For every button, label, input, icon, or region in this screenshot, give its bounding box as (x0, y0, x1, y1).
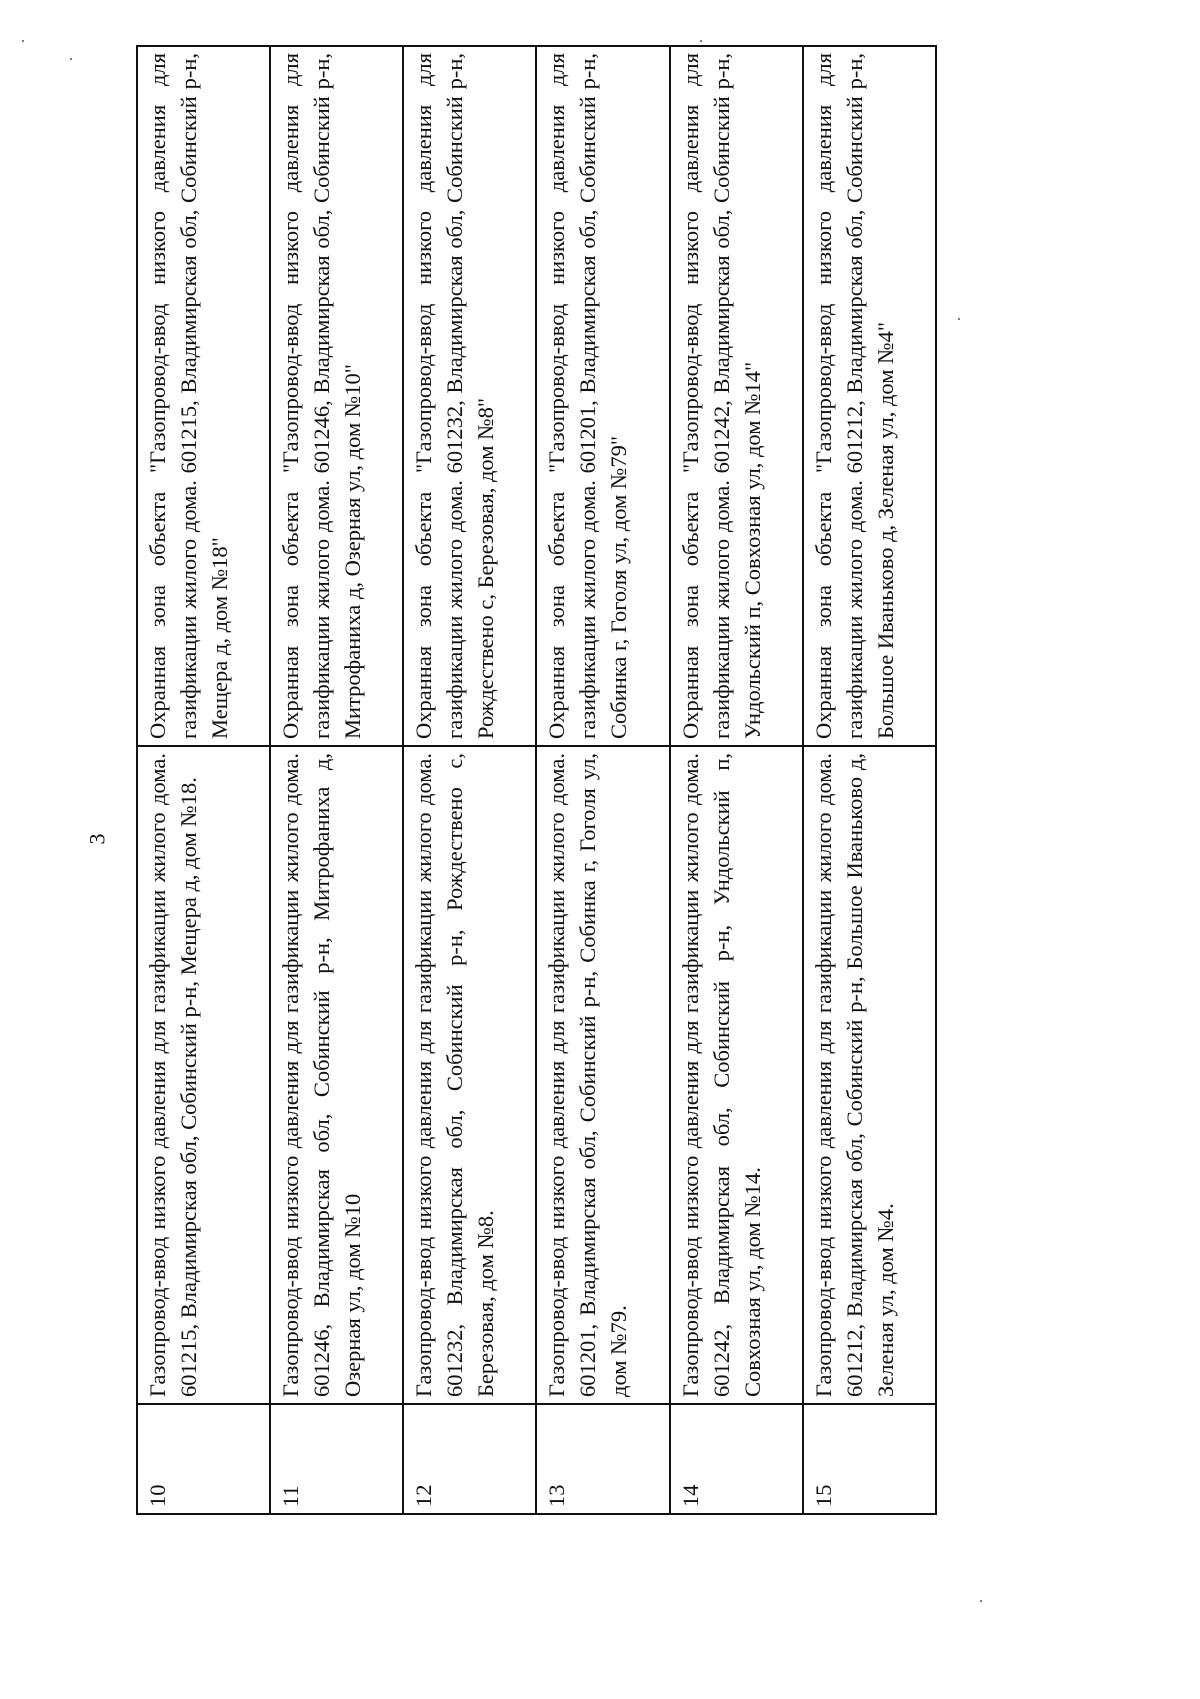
table-row (137, 46, 270, 1514)
protection-zone-description: Охранная зона объекта "Газопровод-ввод низкого давления для газификации жилого дома. 601215, Владимирская обл, Собинский р-н, Мещера д, дом №18" (137, 46, 270, 746)
object-description: Газопровод-ввод низкого давления для газификации жилого дома. 601201, Владимирская обл, Собинский р-н, Собинка г, Гоголя ул, дом №79. (536, 746, 669, 1404)
object-description: Газопровод-ввод низкого давления для газификации жилого дома. 601212, Владимирская обл, Собинский р-н, Большое Иваньково д, Зеленая ул, дом №4. (803, 746, 936, 1404)
row-number: 11 (270, 1404, 403, 1514)
object-description: Газопровод-ввод низкого давления для газификации жилого дома. 601232, Владимирская обл, Собинский р-н, Рождествено с, Березовая, дом №8. (403, 746, 536, 1404)
rotated-table-wrapper (136, 47, 937, 1515)
row-number: 13 (536, 1404, 669, 1514)
row-number: 12 (403, 1404, 536, 1514)
row-number: 15 (803, 1404, 936, 1514)
protection-zone-description: Охранная зона объекта "Газопровод-ввод низкого давления для газификации жилого дома. 601212, Владимирская обл, Собинский р-н, Большое Иваньково д, Зеленая ул, дом №4" (803, 46, 936, 746)
protection-zone-description: Охранная зона объекта "Газопровод-ввод низкого давления для газификации жилого дома. 601201, Владимирская обл, Собинский р-н, Собинка г, Гоголя ул, дом №79" (536, 46, 669, 746)
table-row (270, 46, 403, 1514)
scan-speck (700, 40, 702, 42)
scan-speck (980, 1600, 982, 1602)
table-row (803, 46, 936, 1514)
table-row (536, 46, 669, 1514)
row-number: 14 (670, 1404, 803, 1514)
scan-speck (958, 318, 960, 320)
protection-zone-description: Охранная зона объекта "Газопровод-ввод низкого давления для газификации жилого дома. 601232, Владимирская обл, Собинский р-н, Рождествено с, Березовая, дом №8" (403, 46, 536, 746)
object-description: Газопровод-ввод низкого давления для газификации жилого дома. 601242, Владимирская обл, Собинский р-н, Ундольский п, Совхозная ул, дом №14. (670, 746, 803, 1404)
scan-speck (22, 40, 24, 42)
protection-zone-description: Охранная зона объекта "Газопровод-ввод низкого давления для газификации жилого дома. 601246, Владимирская обл, Собинский р-н, Митрофаниха д, Озерная ул, дом №10" (270, 46, 403, 746)
table-row (403, 46, 536, 1514)
table-row (670, 46, 803, 1514)
row-number: 10 (137, 1404, 270, 1514)
objects-table (136, 45, 937, 1515)
scan-speck (70, 58, 72, 60)
object-description: Газопровод-ввод низкого давления для газификации жилого дома. 601246, Владимирская обл, Собинский р-н, Митрофаниха д, Озерная ул, дом №10 (270, 746, 403, 1404)
object-description: Газопровод-ввод низкого давления для газификации жилого дома. 601215, Владимирская обл, Собинский р-н, Мещера д, дом №18. (137, 746, 270, 1404)
protection-zone-description: Охранная зона объекта "Газопровод-ввод низкого давления для газификации жилого дома. 601242, Владимирская обл, Собинский р-н, Ундольский п, Совхозная ул, дом №14" (670, 46, 803, 746)
page-number: 3 (84, 833, 110, 845)
